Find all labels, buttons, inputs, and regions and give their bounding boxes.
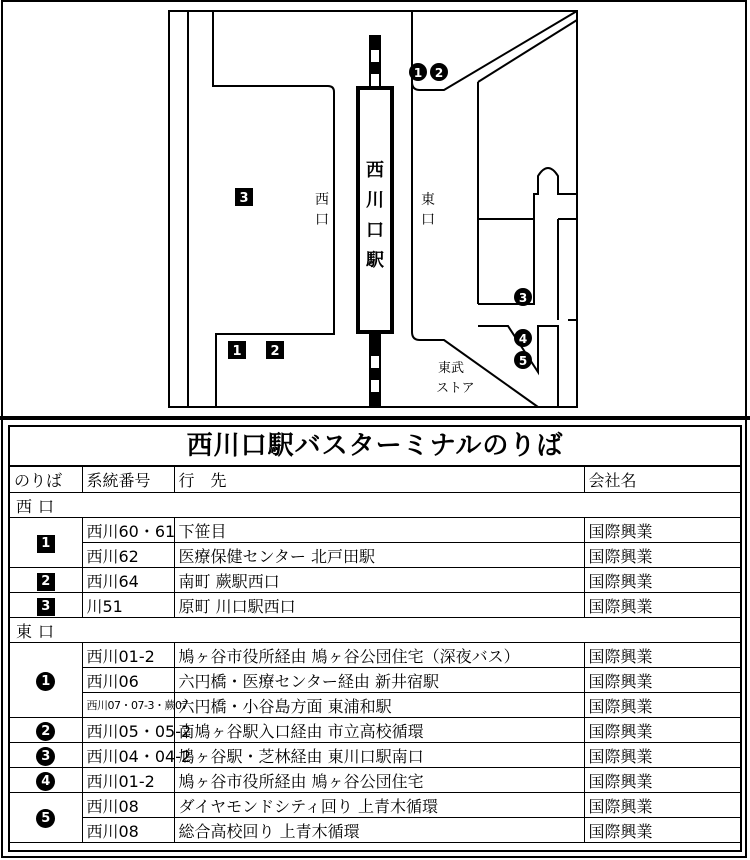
stop-marker-label: 1	[413, 66, 423, 80]
route-cell: 西川08	[82, 793, 174, 818]
header-company: 会社名	[584, 467, 740, 493]
company-cell: 国際興業	[584, 593, 740, 618]
table-row	[10, 768, 740, 793]
stop-marker-label: 1	[232, 344, 242, 359]
company-cell: 国際興業	[584, 818, 740, 843]
rail-tie	[371, 50, 379, 62]
station-name-char: 口	[366, 220, 384, 241]
company-cell: 国際興業	[584, 718, 740, 743]
route-cell: 西川60・61	[82, 518, 174, 543]
east-exit-label-char: 東	[421, 192, 435, 208]
stop-badge: 4	[36, 772, 55, 791]
route-cell: 西川05・05-2	[82, 718, 174, 743]
store-label: ストア	[436, 381, 475, 396]
route-cell: 西川07・07-3・蕨07	[82, 693, 174, 718]
section-row-west	[10, 493, 740, 518]
stop-badge: 1	[36, 672, 55, 691]
destination-cell: 六円橋・医療センター経由 新井宿駅	[174, 668, 584, 693]
destination-cell: 南鳩ヶ谷駅入口経由 市立高校循環	[174, 718, 584, 743]
stop-badge: 5	[36, 809, 55, 828]
station-name-char: 川	[366, 190, 384, 211]
stop-marker-label: 3	[239, 191, 249, 206]
table-row	[10, 718, 740, 743]
table-header-row	[10, 467, 740, 493]
stop-badge: 3	[36, 747, 55, 766]
stop-marker-label: 3	[518, 291, 528, 305]
company-cell: 国際興業	[584, 543, 740, 568]
west-exit-label-char: 西	[315, 192, 329, 208]
station-map	[168, 10, 578, 408]
company-cell: 国際興業	[584, 668, 740, 693]
header-destination: 行 先	[174, 467, 584, 493]
destination-cell: 総合高校回り 上青木循環	[174, 818, 584, 843]
route-cell: 西川04・04-2	[82, 743, 174, 768]
destination-cell: 六円橋・小谷島方面 東浦和駅	[174, 693, 584, 718]
section-divider	[0, 416, 750, 420]
company-cell: 国際興業	[584, 743, 740, 768]
destination-cell: 原町 川口駅西口	[174, 593, 584, 618]
table-row	[10, 668, 740, 693]
route-cell: 西川06	[82, 668, 174, 693]
station-name-char: 西	[366, 160, 384, 181]
company-cell: 国際興業	[584, 693, 740, 718]
company-cell: 国際興業	[584, 568, 740, 593]
stop-marker-label: 2	[434, 66, 444, 80]
destination-cell: 鳩ヶ谷市役所経由 鳩ヶ谷公団住宅（深夜バス）	[174, 643, 584, 668]
stop-cell	[10, 568, 82, 593]
stop-cell	[10, 793, 82, 843]
stop-badge: 2	[36, 722, 55, 741]
table-row	[10, 743, 740, 768]
stop-cell	[10, 718, 82, 743]
table-row	[10, 543, 740, 568]
rail-tie	[371, 356, 379, 368]
table-row	[10, 818, 740, 843]
table-row	[10, 518, 740, 543]
stop-cell	[10, 643, 82, 718]
stop-badge: 1	[37, 535, 55, 553]
destination-cell: ダイヤモンドシティ回り 上青木循環	[174, 793, 584, 818]
stop-cell	[10, 518, 82, 568]
stop-cell	[10, 743, 82, 768]
table-title: 西川口駅バスターミナルのりば	[10, 427, 740, 466]
stop-cell	[10, 593, 82, 618]
table-row	[10, 793, 740, 818]
destination-cell: 医療保健センター 北戸田駅	[174, 543, 584, 568]
route-cell: 西川01-2	[82, 768, 174, 793]
table-row	[10, 643, 740, 668]
store-label: 東武	[438, 361, 465, 376]
stop-marker-label: 2	[270, 344, 280, 359]
bus-terminal-table-panel	[8, 425, 742, 852]
rail-tie	[371, 380, 379, 392]
stop-marker-label: 4	[518, 332, 528, 346]
stop-badge: 3	[37, 598, 55, 616]
route-cell: 西川62	[82, 543, 174, 568]
route-cell: 西川01-2	[82, 643, 174, 668]
section-row-east	[10, 618, 740, 643]
company-cell: 国際興業	[584, 768, 740, 793]
route-cell: 西川08	[82, 818, 174, 843]
route-cell: 西川64	[82, 568, 174, 593]
destination-cell: 下笹目	[174, 518, 584, 543]
stop-cell	[10, 768, 82, 793]
table-row	[10, 593, 740, 618]
table-row	[10, 693, 740, 718]
destination-cell: 南町 蕨駅西口	[174, 568, 584, 593]
company-cell: 国際興業	[584, 643, 740, 668]
bus-stop-table	[10, 466, 740, 843]
section-label: 西口	[10, 493, 740, 518]
company-cell: 国際興業	[584, 793, 740, 818]
station-name-char: 駅	[366, 250, 384, 271]
header-route: 系統番号	[82, 467, 174, 493]
rail-tie	[371, 74, 379, 86]
destination-cell: 鳩ヶ谷市役所経由 鳩ヶ谷公団住宅	[174, 768, 584, 793]
company-cell: 国際興業	[584, 518, 740, 543]
route-cell: 川51	[82, 593, 174, 618]
stop-marker-label: 5	[518, 354, 528, 368]
west-exit-label-char: 口	[315, 212, 329, 228]
stop-badge: 2	[37, 573, 55, 591]
header-stop: のりば	[10, 467, 82, 493]
east-exit-label-char: 口	[421, 212, 435, 228]
table-row	[10, 568, 740, 593]
destination-cell: 鳩ヶ谷駅・芝林経由 東川口駅南口	[174, 743, 584, 768]
section-label: 東口	[10, 618, 740, 643]
